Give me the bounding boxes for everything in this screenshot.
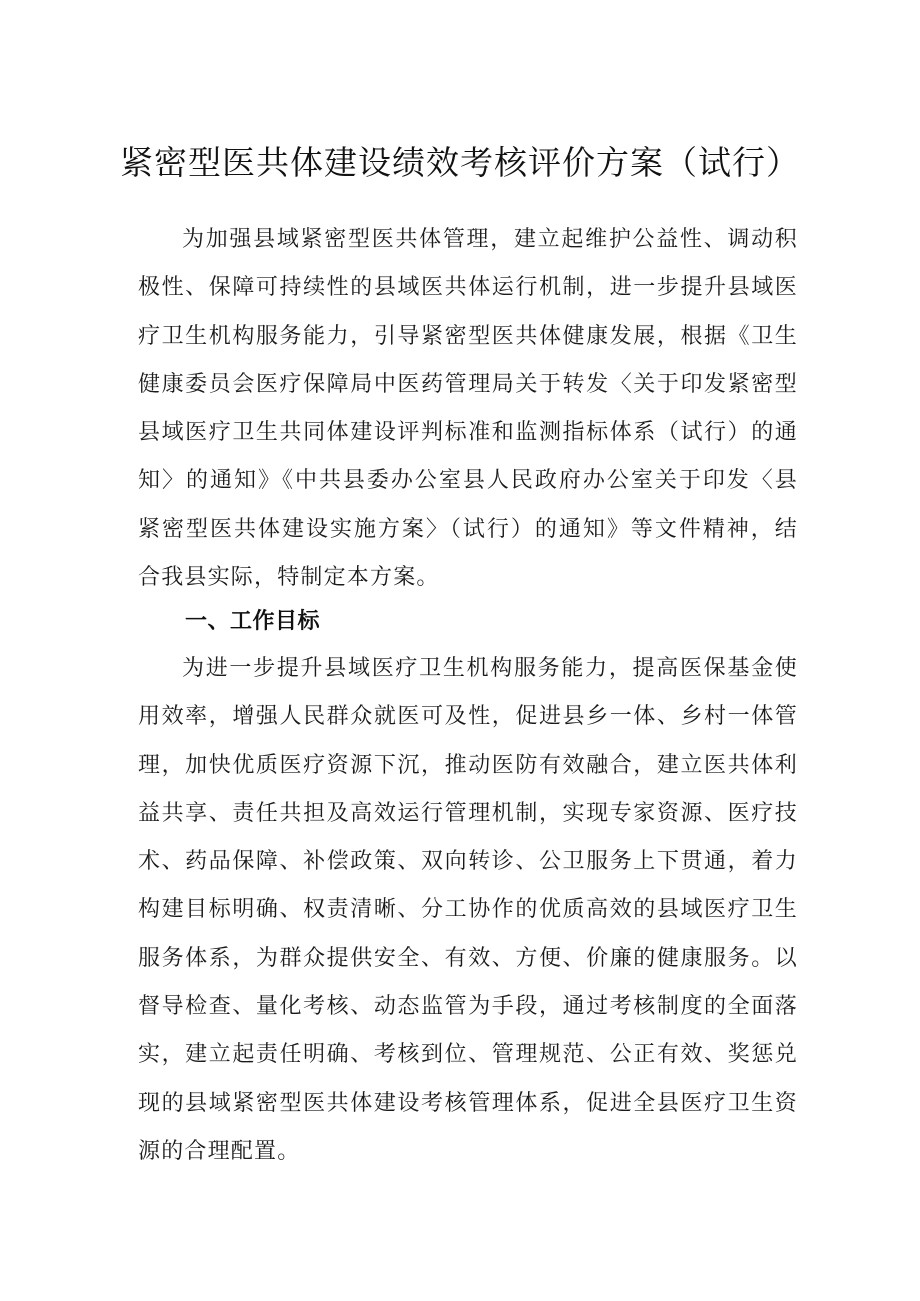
section-heading-work-goal: 一、工作目标 (185, 609, 321, 634)
section-paragraph-work-goal: 为进一步提升县域医疗卫生机构服务能力，提高医保基金使用效率，增强人民群众就医可及性，促进县乡一体、乡村一体管理，加快优质医疗资源下沉，推动医防有效融合，建立医共体利益共享、责任共担及高效运行管理机制，实现专家资源、医疗技术、药品保障、补偿政策、双向转诊、公卫服务上下贯通，着力构建目标明确、权责清晰、分工协作的优质高效的县域医疗卫生服务体系，为群众提供安全、有效、方便、价廉的健康服务。以督导检查、量化考核、动态监管为手段，通过考核制度的全面落实，建立起责任明确、考核到位、管理规范、公正有效、奖惩兑现的县域紧密型医共体建设考核管理体系，促进全县医疗卫生资源的合理配置。 (138, 656, 798, 1164)
intro-paragraph: 为加强县域紧密型医共体管理，建立起维护公益性、调动积极性、保障可持续性的县域医共体运行机制，进一步提升县域医疗卫生机构服务能力，引导紧密型医共体健康发展，根据《卫生健康委员会医疗保障局中医药管理局关于转发〈关于印发紧密型县域医疗卫生共同体建设评判标准和监测指标体系（试行）的通知〉的通知》《中共县委办公室县人民政府办公室关于印发〈县紧密型医共体建设实施方案〉（试行）的通知》等文件精神，结合我县实际，特制定本方案。 (138, 227, 798, 591)
document-title: 紧密型医共体建设绩效考核评价方案（试行） (120, 143, 800, 182)
